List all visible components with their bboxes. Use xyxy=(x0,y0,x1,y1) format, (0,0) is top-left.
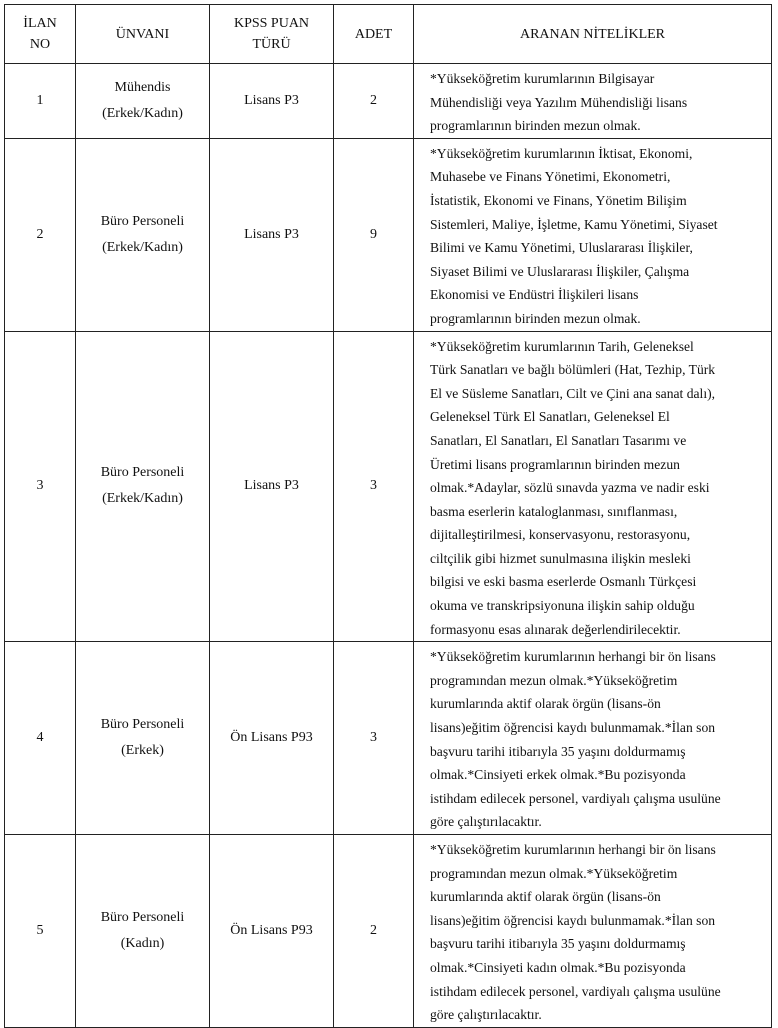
adet-text: 3 xyxy=(370,730,377,746)
nitelik-line: olmak.*Cinsiyeti erkek olmak.*Bu pozisyonda xyxy=(430,767,686,783)
unvan-line: Büro Personeli xyxy=(100,465,185,481)
cell-adet xyxy=(334,64,414,139)
nitelik-line: *Yükseköğretim kurumlarının Bilgisayar xyxy=(430,71,655,86)
nitelik-line: *Yükseköğretim kurumlarının İktisat, Ekonomi, xyxy=(430,145,693,161)
kpss-text: Ön Lisans P93 xyxy=(230,922,313,938)
unvan-line: (Erkek/Kadın) xyxy=(102,239,183,255)
nitelik-line: göre çalıştırılacaktır. xyxy=(430,1007,542,1023)
header-unvani xyxy=(76,5,210,64)
unvan-line: Büro Personeli xyxy=(100,909,185,925)
cell-kpss xyxy=(210,642,334,835)
ilan-no-text: 5 xyxy=(36,922,44,938)
nitelik-line: lisans)eğitim öğrencisi kaydı bulunmamak.*İlan son xyxy=(430,912,716,928)
nitelik-line: basma eserlerin kataloglanması, sınıflanması, xyxy=(430,503,678,519)
nitelik-line: Türk Sanatları ve bağlı bölümleri (Hat, Tezhip, Türk xyxy=(430,362,716,378)
cell-ilan-no xyxy=(5,835,76,1028)
cell-unvani xyxy=(76,331,210,642)
cell-adet xyxy=(334,331,414,642)
nitelik-line: formasyonu esas alınarak değerlendirilecektir. xyxy=(430,621,681,637)
header-ilan-no-line: NO xyxy=(29,37,51,52)
header-nitelikler-text: ARANAN NİTELİKLER xyxy=(519,26,666,42)
cell-adet xyxy=(334,642,414,835)
cell-ilan-no xyxy=(5,64,76,139)
cell-nitelikler xyxy=(414,331,772,642)
cell-adet xyxy=(334,835,414,1028)
nitelik-line: *Yükseköğretim kurumlarının Tarih, Geleneksel xyxy=(430,338,694,354)
nitelik-line: istihdam edilecek personel, vardiyalı çalışma usulüne xyxy=(430,790,721,806)
cell-kpss xyxy=(210,64,334,139)
cell-kpss xyxy=(210,331,334,642)
cell-unvani xyxy=(76,642,210,835)
ilan-no-text: 1 xyxy=(36,92,44,108)
nitelik-line: programından mezun olmak.*Yükseköğretim xyxy=(430,865,678,881)
kpss-text: Lisans P3 xyxy=(244,478,299,494)
nitelik-line: olmak.*Cinsiyeti kadın olmak.*Bu pozisyonda xyxy=(430,959,686,975)
nitelik-line: lisans)eğitim öğrencisi kaydı bulunmamak.*İlan son xyxy=(430,720,716,736)
nitelik-line: İstatistik, Ekonomi ve Finans, Yönetim Bilişim xyxy=(430,192,687,208)
header-kpss-line: TÜRÜ xyxy=(252,37,291,52)
nitelik-line: Siyaset Bilimi ve Uluslararası İlişkiler, Çalışma xyxy=(430,263,690,279)
nitelik-line: okuma ve transkripsiyonuna ilişkin sahip olduğu xyxy=(430,598,695,614)
job-listings-table xyxy=(4,4,772,1028)
nitelik-line: kurumlarında aktif olarak örgün (lisans-ön xyxy=(430,889,661,905)
header-aranan-nitelikler xyxy=(414,5,772,64)
nitelik-line: Sistemleri, Maliye, İşletme, Kamu Yönetimi, Siyaset xyxy=(430,216,718,232)
unvan-line: (Kadın) xyxy=(120,935,165,951)
nitelik-line: göre çalıştırılacaktır. xyxy=(430,814,542,830)
nitelik-line: dijitalleştirilmesi, konservasyonu, restorasyonu, xyxy=(430,527,691,543)
nitelik-line: istihdam edilecek personel, vardiyalı çalışma usulüne xyxy=(430,983,721,999)
header-unvani-text: ÜNVANI xyxy=(115,26,170,42)
cell-ilan-no xyxy=(5,642,76,835)
unvan-line: Büro Personeli xyxy=(100,213,185,229)
adet-text: 9 xyxy=(370,226,377,242)
header-kpss-puan-turu xyxy=(210,5,334,64)
cell-adet xyxy=(334,138,414,331)
adet-text: 3 xyxy=(370,478,377,494)
header-ilan-no xyxy=(5,5,76,64)
cell-unvani xyxy=(76,835,210,1028)
cell-ilan-no xyxy=(5,331,76,642)
table-row xyxy=(5,64,772,139)
nitelik-line: programlarının birinden mezun olmak. xyxy=(430,118,641,134)
header-ilan-no-line: İLAN xyxy=(23,16,57,31)
unvan-line: (Erkek/Kadın) xyxy=(102,491,183,507)
table-row xyxy=(5,331,772,642)
header-kpss-line: KPSS PUAN xyxy=(233,16,310,31)
header-adet xyxy=(334,5,414,64)
nitelik-line: olmak.*Adaylar, sözlü sınavda yazma ve nadir eski xyxy=(430,480,710,496)
cell-nitelikler xyxy=(414,138,772,331)
nitelik-line: Muhasebe ve Finans Yönetimi, Ekonometri, xyxy=(430,169,671,185)
cell-unvani xyxy=(76,138,210,331)
nitelik-line: Üretimi lisans programlarının birinden mezun xyxy=(430,456,680,472)
cell-nitelikler xyxy=(414,64,772,139)
ilan-no-text: 3 xyxy=(36,478,44,494)
kpss-text: Ön Lisans P93 xyxy=(230,730,313,746)
cell-ilan-no xyxy=(5,138,76,331)
unvan-line: (Erkek) xyxy=(121,743,164,759)
kpss-text: Lisans P3 xyxy=(244,226,299,242)
table-row xyxy=(5,835,772,1028)
cell-kpss xyxy=(210,138,334,331)
nitelik-line: programından mezun olmak.*Yükseköğretim xyxy=(430,672,678,688)
nitelik-line: programlarının birinden mezun olmak. xyxy=(430,310,641,326)
unvan-line: (Erkek/Kadın) xyxy=(102,105,183,121)
adet-text: 2 xyxy=(370,922,377,938)
nitelik-line: başvuru tarihi itibarıyla 35 yaşını doldurmamış xyxy=(430,936,686,952)
nitelik-line: Ekonomisi ve Endüstri İlişkileri lisans xyxy=(430,287,639,303)
nitelik-line: Geleneksel Türk El Sanatları, Geleneksel El xyxy=(430,409,670,425)
nitelik-line: *Yükseköğretim kurumlarının herhangi bir ön lisans xyxy=(430,842,716,857)
ilan-no-text: 4 xyxy=(36,730,44,746)
cell-unvani xyxy=(76,64,210,139)
nitelik-line: Bilimi ve Kamu Yönetimi, Uluslararası İlişkiler, xyxy=(430,240,693,256)
nitelik-line: bilgisi ve eski basma eserlerde Osmanlı Türkçesi xyxy=(430,574,697,590)
nitelik-line: Mühendisliği veya Yazılım Mühendisliği lisans xyxy=(430,94,688,110)
ilan-no-text: 2 xyxy=(36,226,44,242)
kpss-text: Lisans P3 xyxy=(244,92,299,108)
table-row xyxy=(5,642,772,835)
table-row xyxy=(5,138,772,331)
header-adet-text: ADET xyxy=(354,26,393,42)
cell-nitelikler xyxy=(414,642,772,835)
nitelik-line: kurumlarında aktif olarak örgün (lisans-ön xyxy=(430,696,661,712)
unvan-line: Büro Personeli xyxy=(100,717,185,733)
nitelik-line: ciltçilik gibi hizmet sunulmasına ilişkin mesleki xyxy=(430,550,691,566)
cell-kpss xyxy=(210,835,334,1028)
nitelik-line: başvuru tarihi itibarıyla 35 yaşını doldurmamış xyxy=(430,743,686,759)
adet-text: 2 xyxy=(370,92,377,108)
nitelik-line: El ve Süsleme Sanatları, Cilt ve Çini ana sanat dalı), xyxy=(430,385,716,401)
nitelik-line: Sanatları, El Sanatları, El Sanatları Tasarımı ve xyxy=(430,432,687,448)
header-row xyxy=(5,5,772,64)
nitelik-line: *Yükseköğretim kurumlarının herhangi bir ön lisans xyxy=(430,649,716,665)
unvan-line: Mühendis xyxy=(114,79,171,95)
cell-nitelikler xyxy=(414,835,772,1028)
